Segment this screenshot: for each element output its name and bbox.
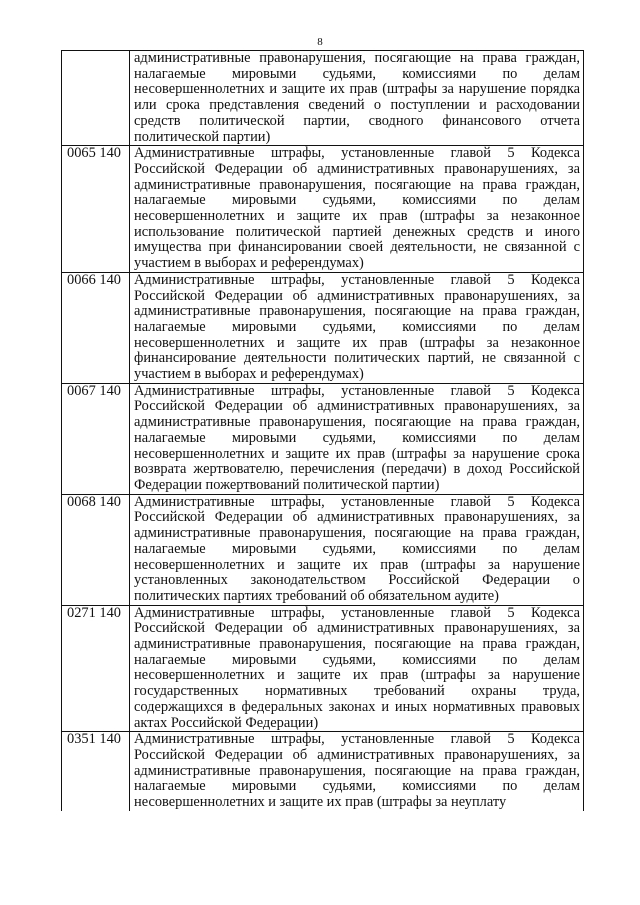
row-description: Административные штрафы, установленные главой 5 Кодекса Российской Федерации об административных правонарушениях, за административные правонарушения, посягающие на права граждан, налагаемые мировыми судьями, комиссиями по делам несовершеннолетних и защите их прав (штрафы за незаконное финансирование деятельности политических партий, не связанной с участием в выборах и референдумах) <box>130 272 584 383</box>
table-row <box>62 272 584 383</box>
row-code: 0065 140 <box>62 146 130 273</box>
row-code: 0067 140 <box>62 383 130 494</box>
table-row <box>62 494 584 605</box>
row-code: 0066 140 <box>62 272 130 383</box>
row-description: Административные штрафы, установленные главой 5 Кодекса Российской Федерации об административных правонарушениях, за административные правонарушения, посягающие на права граждан, налагаемые мировыми судьями, комиссиями по делам несовершеннолетних и защите их прав (штрафы за нарушение срока возврата жертвователю, перечисления (передачи) в доход Российской Федерации пожертвований политической партии) <box>130 383 584 494</box>
page-number: 8 <box>317 36 323 48</box>
table-row <box>62 383 584 494</box>
row-description: Административные штрафы, установленные главой 5 Кодекса Российской Федерации об административных правонарушениях, за административные правонарушения, посягающие на права граждан, налагаемые мировыми судьями, комиссиями по делам несовершеннолетних и защите их прав (штрафы за незаконное использование политической партией денежных средств и иного имущества при финансировании своей деятельности, не связанной с участием в выборах и референдумах) <box>130 146 584 273</box>
row-description: Административные штрафы, установленные главой 5 Кодекса Российской Федерации об административных правонарушениях, за административные правонарушения, посягающие на права граждан, налагаемые мировыми судьями, комиссиями по делам несовершеннолетних и защите их прав (штрафы за нарушение установленных законодательством Российской Федерации о политических партиях требований об обязательном аудите) <box>130 494 584 605</box>
row-code: 0271 140 <box>62 605 130 732</box>
table-row <box>62 146 584 273</box>
row-code <box>62 51 130 146</box>
row-description: Административные штрафы, установленные главой 5 Кодекса Российской Федерации об административных правонарушениях, за административные правонарушения, посягающие на права граждан, налагаемые мировыми судьями, комиссиями по делам несовершеннолетних и защите их прав (штрафы за нарушение государственных нормативных требований охраны труда, содержащихся в федеральных законах и иных нормативных правовых актах Российской Федерации) <box>130 605 584 732</box>
row-code: 0351 140 <box>62 732 130 811</box>
table-row <box>62 51 584 146</box>
row-description: Административные штрафы, установленные главой 5 Кодекса Российской Федерации об административных правонарушениях, за административные правонарушения, посягающие на права граждан, налагаемые мировыми судьями, комиссиями по делам несовершеннолетних и защите их прав (штрафы за неуплату <box>130 732 584 811</box>
table-row <box>62 732 584 811</box>
row-code: 0068 140 <box>62 494 130 605</box>
row-description: административные правонарушения, посягающие на права граждан, налагаемые мировыми судьями, комиссиями по делам несовершеннолетних и защите их прав (штрафы за нарушение порядка или срока представления сведений о поступлении и расходовании средств политической партии, сводного финансового отчета политической партии) <box>130 51 584 146</box>
budget-codes-table <box>61 50 584 811</box>
table-row <box>62 605 584 732</box>
